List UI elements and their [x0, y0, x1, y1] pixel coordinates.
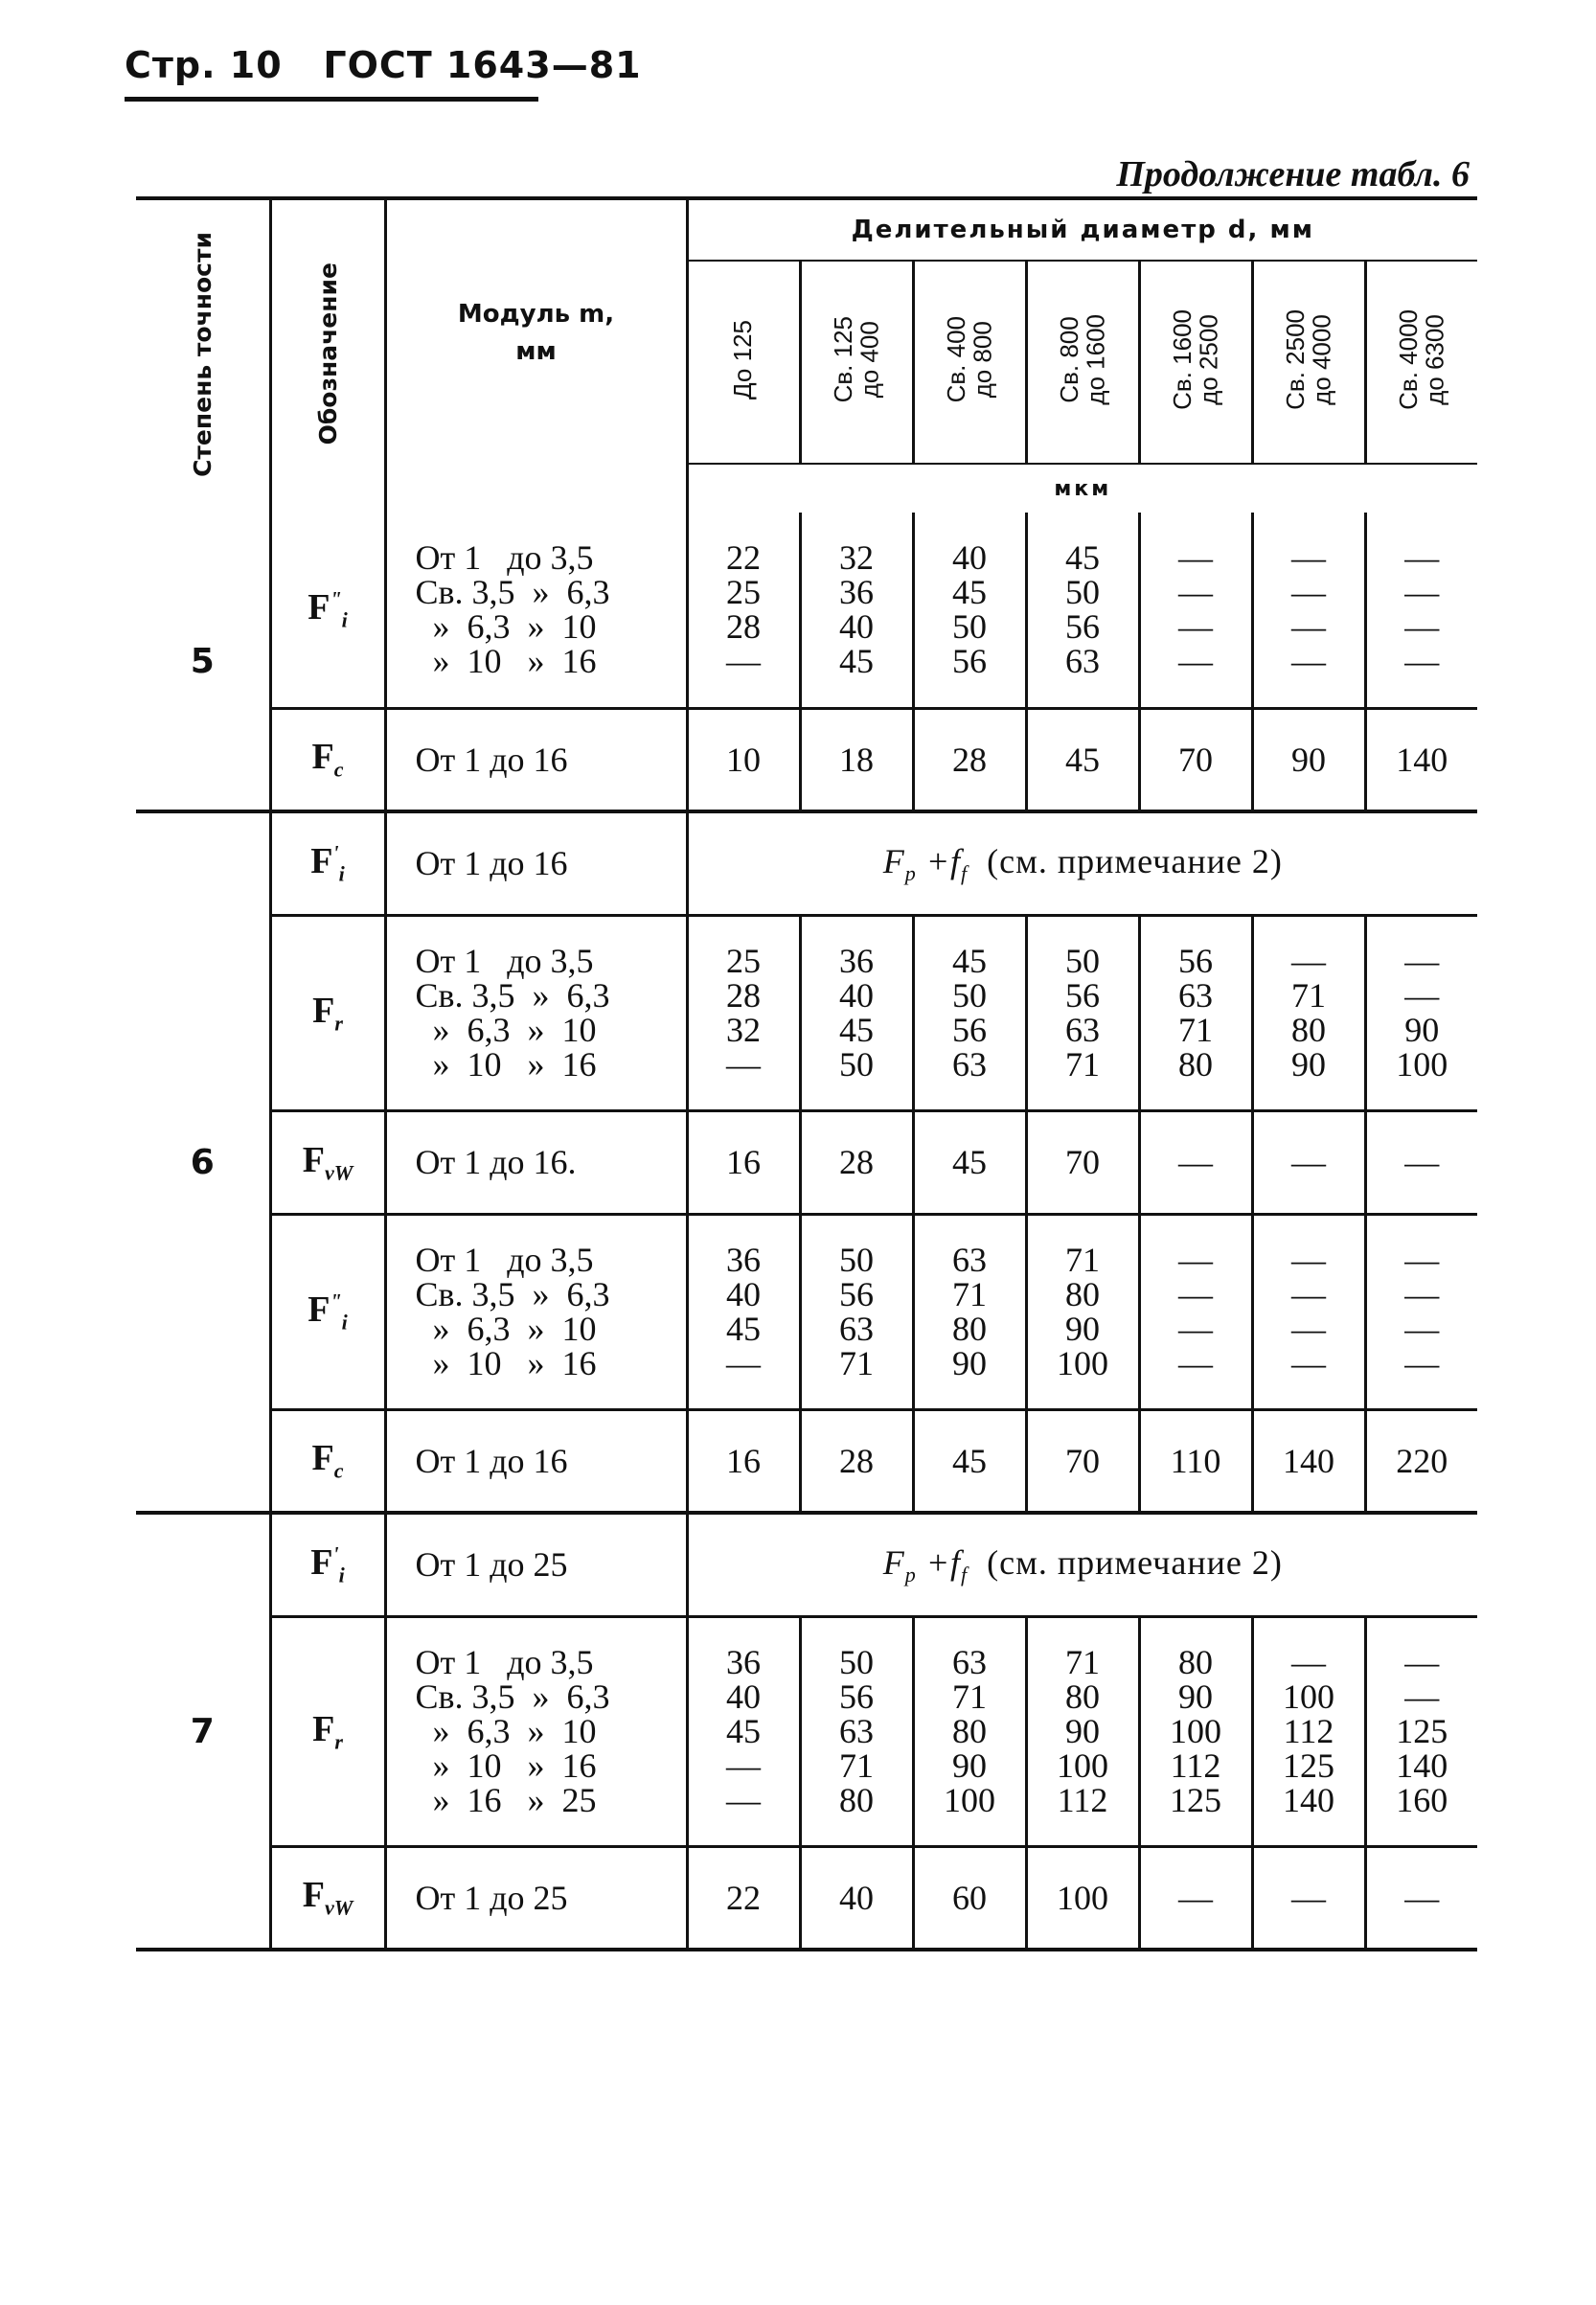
table-row	[136, 1110, 1477, 1214]
table-row	[136, 708, 1477, 811]
continuation-label: Продолжение табл. 6	[1116, 154, 1470, 194]
value-cell: —	[1252, 1846, 1365, 1950]
value-cell: — — 125 140 160	[1365, 1616, 1477, 1846]
page-header	[125, 44, 642, 86]
value-cell: 36 40 45 — —	[687, 1616, 800, 1846]
value-cell: — — — —	[1139, 1214, 1252, 1409]
symbol-cell: $F_c$	[270, 708, 385, 811]
value-cell: 63 71 80 90	[913, 1214, 1026, 1409]
module-cell: От 1 до 25	[385, 1513, 687, 1616]
table-row	[136, 811, 1477, 915]
value-cell: 45 50 56 63	[1026, 513, 1139, 708]
module-cell: От 1 до 3,5 Св. 3,5 » 6,3 » 6,3 » 10 » 10 » 16	[385, 915, 687, 1110]
symbol-cell: $F_{vW}$	[270, 1846, 385, 1950]
value-cell: 70	[1139, 708, 1252, 811]
value-cell: 50 56 63 71 80	[800, 1616, 913, 1846]
header-diameter-7: Св. 4000 до 6300	[1393, 309, 1449, 410]
note-formula: $F_p +f_f$	[882, 841, 969, 885]
value-cell: 80 90 100 112 125	[1139, 1616, 1252, 1846]
value-cell: 70	[1026, 1409, 1139, 1513]
value-cell: 22 25 28 —	[687, 513, 800, 708]
accuracy-degree: 7	[136, 1513, 270, 1950]
note-formula: $F_p +f_f$	[882, 1542, 969, 1586]
value-cell: 60	[913, 1846, 1026, 1950]
value-cell: 110	[1139, 1409, 1252, 1513]
module-cell: От 1 до 16	[385, 811, 687, 915]
value-cell: — — — —	[1365, 1214, 1477, 1409]
value-cell: 16	[687, 1409, 800, 1513]
value-cell: — — — —	[1252, 1214, 1365, 1409]
symbol-cell: $F^"_i$	[270, 1214, 385, 1409]
tolerance-table	[136, 196, 1477, 1951]
value-cell: —	[1252, 1110, 1365, 1214]
value-cell: 140	[1365, 708, 1477, 811]
header-unit: мкм	[687, 464, 1477, 513]
value-cell: 36 40 45 50	[800, 915, 913, 1110]
header-diameter-4: Св. 800 до 1600	[1026, 261, 1139, 464]
value-cell: 45 50 56 63	[913, 915, 1026, 1110]
page-label: Стр. 10	[125, 44, 283, 86]
header-module: Модуль m, мм	[385, 198, 687, 513]
value-cell: 18	[800, 708, 913, 811]
value-cell: —	[1139, 1846, 1252, 1950]
accuracy-degree: 5	[136, 513, 270, 811]
table-row	[136, 1409, 1477, 1513]
value-cell: 40	[800, 1846, 913, 1950]
value-cell: 220	[1365, 1409, 1477, 1513]
note-cell	[687, 811, 1477, 915]
note-cell	[687, 1513, 1477, 1616]
value-cell: 22	[687, 1846, 800, 1950]
note-text: (см. примечание 2)	[968, 1542, 1283, 1582]
value-cell: 28	[800, 1110, 913, 1214]
value-cell: 100	[1026, 1846, 1139, 1950]
value-cell: 45	[913, 1110, 1026, 1214]
table-row	[136, 1214, 1477, 1409]
symbol-cell: $F_c$	[270, 1409, 385, 1513]
value-cell: 28	[913, 708, 1026, 811]
table-row	[136, 1513, 1477, 1616]
value-cell: 70	[1026, 1110, 1139, 1214]
symbol-cell: $F_{vW}$	[270, 1110, 385, 1214]
value-cell: 71 80 90 100	[1026, 1214, 1139, 1409]
header-rule	[125, 97, 538, 102]
module-cell: От 1 до 3,5 Св. 3,5 » 6,3 » 6,3 » 10 » 10 » 16	[385, 513, 687, 708]
value-cell: 25 28 32 —	[687, 915, 800, 1110]
table-row	[136, 915, 1477, 1110]
symbol-cell: $F^"_i$	[270, 513, 385, 708]
value-cell: 45	[1026, 708, 1139, 811]
value-cell: — — — —	[1252, 513, 1365, 708]
header-diameter-group: Делительный диаметр d, мм	[687, 198, 1477, 261]
value-cell: — — — —	[1139, 513, 1252, 708]
module-cell: От 1 до 16	[385, 1409, 687, 1513]
value-cell: 45	[913, 1409, 1026, 1513]
value-cell: 71 80 90 100 112	[1026, 1616, 1139, 1846]
value-cell: —	[1365, 1110, 1477, 1214]
symbol-cell: $F_r$	[270, 1616, 385, 1846]
table-row	[136, 513, 1477, 708]
value-cell: — 100 112 125 140	[1252, 1616, 1365, 1846]
module-cell: От 1 до 3,5 Св. 3,5 » 6,3 » 6,3 » 10 » 10 » 16 » 16 » 25	[385, 1616, 687, 1846]
header-diameter-3: Св. 400 до 800	[913, 261, 1026, 464]
table-row	[136, 1846, 1477, 1950]
module-cell: От 1 до 16	[385, 708, 687, 811]
symbol-cell: $F_r$	[270, 915, 385, 1110]
value-cell: 90	[1252, 708, 1365, 811]
value-cell: —	[1139, 1110, 1252, 1214]
header-degree: Степень точности	[136, 198, 270, 513]
value-cell: — — — —	[1365, 513, 1477, 708]
value-cell: 32 36 40 45	[800, 513, 913, 708]
header-diameter-1: До 125	[687, 261, 800, 464]
value-cell: 36 40 45 —	[687, 1214, 800, 1409]
table-row	[136, 1616, 1477, 1846]
symbol-cell: $F'_i$	[270, 1513, 385, 1616]
value-cell: 40 45 50 56	[913, 513, 1026, 708]
value-cell: 140	[1252, 1409, 1365, 1513]
header-diameter-2: Св. 125 до 400	[800, 261, 913, 464]
value-cell: 10	[687, 708, 800, 811]
value-cell: 63 71 80 90 100	[913, 1616, 1026, 1846]
symbol-cell: $F'_i$	[270, 811, 385, 915]
module-cell: От 1 до 25	[385, 1846, 687, 1950]
module-cell: От 1 до 16.	[385, 1110, 687, 1214]
value-cell: 50 56 63 71	[800, 1214, 913, 1409]
value-cell: — 71 80 90	[1252, 915, 1365, 1110]
value-cell: 28	[800, 1409, 913, 1513]
module-cell: От 1 до 3,5 Св. 3,5 » 6,3 » 6,3 » 10 » 10 » 16	[385, 1214, 687, 1409]
value-cell: 16	[687, 1110, 800, 1214]
value-cell: 56 63 71 80	[1139, 915, 1252, 1110]
accuracy-degree: 6	[136, 811, 270, 1513]
note-text: (см. примечание 2)	[968, 841, 1283, 880]
header-diameter-6: Св. 2500 до 4000	[1252, 261, 1365, 464]
value-cell: —	[1365, 1846, 1477, 1950]
header-symbol: Обозначение	[270, 198, 385, 513]
standard-label: ГОСТ 1643—81	[323, 44, 642, 86]
value-cell: — — 90 100	[1365, 915, 1477, 1110]
value-cell: 50 56 63 71	[1026, 915, 1139, 1110]
header-diameter-5: Св. 1600 до 2500	[1139, 261, 1252, 464]
